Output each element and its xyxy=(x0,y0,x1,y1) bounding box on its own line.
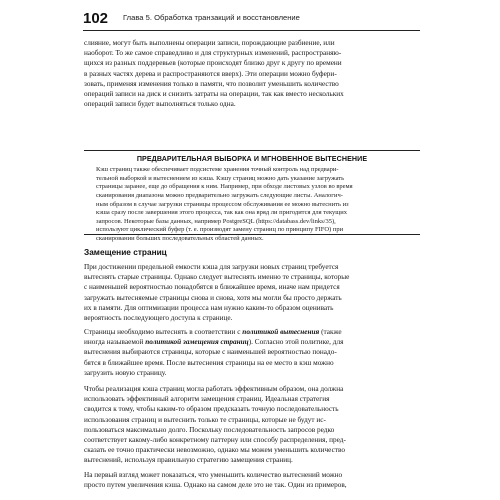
paragraph-4 xyxy=(84,470,420,490)
text-line: Чтобы реализация кэша страниц могла работать эффективным образом, она должна xyxy=(84,385,344,393)
sidebar-line: страницы заранее, еще до обращения к ним. Например, при обходе листовых узлов во время xyxy=(96,183,353,191)
text-line: загрузить новую страницу. xyxy=(84,368,167,377)
text-line: наоборот. То же самое справедливо и для структурных изменений, распространяю- xyxy=(84,49,342,58)
text-line: операций записи на диск и снизить затраты на операции, так как вместо нескольких xyxy=(84,89,344,98)
text-line: бятся в ближайшее время. После вытеснения страницы на ее место в кэш можно xyxy=(84,358,334,367)
text-line: слияние, могут быть выполнены операции записи, порождающие разбиение, или xyxy=(84,39,335,47)
text-line: вытеснения выбираются страницы, которые с наименьшей вероятностью понадо- xyxy=(84,348,337,357)
sidebar-line: сканировании больших последовательных областей данных. xyxy=(96,235,264,243)
header-rule xyxy=(83,30,420,31)
page-number: 102 xyxy=(83,10,109,27)
text-line: с наименьшей вероятностью понадобятся в ближайшее время, иначе нам придется xyxy=(84,283,340,292)
text-line: пользоваться максимально долго. Поскольку последовательность запросов редко xyxy=(84,425,335,434)
text-line: вероятность последующего доступа к странице. xyxy=(84,313,233,322)
chapter-title: Глава 5. Обработка транзакций и восстановление xyxy=(123,13,300,22)
running-header xyxy=(83,10,421,30)
text-line: использовать эффективный алгоритм замещения страниц. Идеальная стратегия xyxy=(84,395,330,404)
paragraph-1 xyxy=(84,262,420,323)
text-line xyxy=(84,327,420,337)
text-line xyxy=(84,337,420,347)
section-heading: Замещение страниц xyxy=(84,247,167,257)
sidebar-line: Кэш страниц также обеспечивает подсистеме хранения точный контроль над предвари- xyxy=(96,166,339,173)
sidebar-line: запросов. Некоторые базы данных, например PostgreSQL (https://databass.dev/links/35), xyxy=(96,217,336,225)
paragraph-3 xyxy=(84,384,420,466)
text-line: вытеснений, используя правильную стратегию замещения страниц. xyxy=(84,456,293,465)
text-line: вытеснять старые страницы. Однако следует вытеснять именно те страницы, которые xyxy=(84,273,350,282)
text-line: их в памяти. Для оптимизации процесса нам нужно каким-то образом оценивать xyxy=(84,303,334,312)
text-line: щихся из разных поддеревьев (которые происходят близко друг к другу по времени xyxy=(84,59,342,68)
text-line: операций записи будет выполняться только одна. xyxy=(84,100,236,109)
text-line: загружать вытесняемые страницы снова и снова, хотя мы могли бы просто держать xyxy=(84,293,342,302)
text-fragment: Страницы необходимо вытеснять в соответствии с xyxy=(84,328,243,336)
text-line: сказать ее точно практически невозможно, однако мы можем уменьшить количество xyxy=(84,446,345,455)
intro-paragraph xyxy=(84,38,420,109)
paragraph-2 xyxy=(84,327,420,378)
text-fragment: иногда называемой xyxy=(84,338,146,347)
text-line: сводится к тому, чтобы каким-то образом предсказать точную последовательность xyxy=(84,405,339,414)
sidebar-line: тельной выборкой и вытеснением из кэша. Кэшу страниц можно дать указание загружать xyxy=(96,174,345,182)
text-line: просто путем увеличения кэша. Однако на самом деле это не так. Один из примеров, xyxy=(84,481,347,490)
text-line: в разных частях дерева и распространяются вверх). Эти операции можно буфери- xyxy=(84,69,337,78)
term-eviction-policy: политикой вытеснения xyxy=(242,328,320,336)
text-fragment: ). Согласно этой политике, для xyxy=(248,338,344,347)
sidebar-top-rule xyxy=(84,150,420,151)
sidebar-bottom-rule xyxy=(84,234,420,235)
sidebar-line: кэша сразу после завершения этого процесса, так как она вряд ли пригодится для текущих xyxy=(96,209,348,217)
sidebar-body xyxy=(96,166,408,244)
sidebar-title: ПРЕДВАРИТЕЛЬНАЯ ВЫБОРКА И МГНОВЕННОЕ ВЫТЕСНЕНИЕ xyxy=(136,155,368,163)
text-line: соответствует какому-либо конкретному паттерну или способу распределения, пред- xyxy=(84,435,346,444)
text-line: При достижении предельной емкости кэша для загрузки новых страниц требуется xyxy=(84,263,339,271)
text-line: На первый взгляд может показаться, что уменьшить количество вытеснений можно xyxy=(84,471,343,479)
sidebar-line: используют циклический буфер (т. е. производят замену страниц по принципу FIFO) при xyxy=(96,226,344,234)
sidebar-line: сканирования диапазона можно предварительно загружать следующие листы. Аналогич- xyxy=(96,191,343,199)
term-page-replacement-policy: политикой замещения страниц xyxy=(145,338,249,347)
sidebar-line: ным образом в случае загрузки страницы процессом обслуживания ее можно вытеснить из xyxy=(96,200,349,208)
text-line: использования страниц и вытеснить только те страницы, которые не будут ис- xyxy=(84,415,326,424)
text-fragment: (также xyxy=(319,328,342,336)
text-line: зовать, применяя изменения только в памяти, что позволит уменьшить количество xyxy=(84,79,339,88)
